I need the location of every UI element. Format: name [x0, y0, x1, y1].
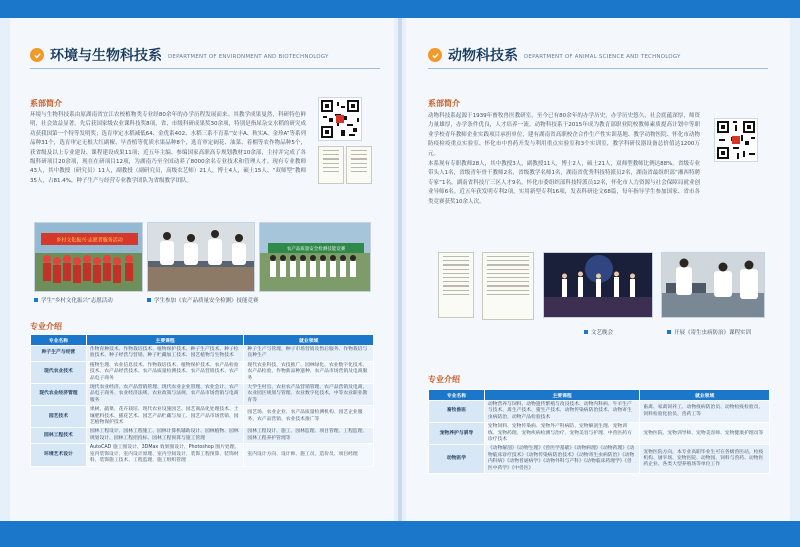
right-dept-title: 动物科技系: [448, 48, 518, 64]
table-row: [31, 428, 374, 444]
cell-jobs: 园艺场、农业企业、农产品质量检测机构、园艺企业服务、农产品营销、农业技术推广等: [244, 406, 374, 428]
right-caption-1: [584, 328, 613, 336]
left-caption-2-text: 学生参加《农产品质量安全检测》技能竞赛: [154, 298, 259, 304]
table-row: [429, 445, 770, 474]
banner-text-1: 乡村文化振兴·志愿者服务活动: [56, 237, 123, 244]
col-header-jobs: 就业领域: [640, 390, 770, 401]
table-row: [31, 361, 374, 383]
right-patent-certificate-2: [482, 252, 534, 320]
right-section-header: [428, 44, 681, 66]
cell-name: 园艺技术: [31, 406, 87, 428]
cell-name: 现代农业技术: [31, 361, 87, 383]
right-photo-gala: [543, 252, 653, 318]
table-row: [429, 423, 770, 445]
right-caption-2-text: 开展《寄生虫病防治》课程实训: [674, 330, 752, 336]
left-majors-table: [30, 334, 374, 467]
cell-jobs: 室内设计方向、设计师、施工员、造价员、项目经理: [244, 444, 374, 466]
left-certificate-2: [346, 146, 372, 184]
right-patent-certificate-1: [438, 252, 474, 318]
cell-courses: AutoCAD 施工图设计、3DMax 效果图设计、Photoshop 图片处理、室内装饰设计、室内设计原理、室内空间设计、装饰工程预算、装饰材料、装饰施工技术、工程监理、施工组织管理: [86, 444, 244, 466]
top-band: [0, 0, 800, 18]
section-badge-icon: [428, 48, 442, 62]
cell-courses: 植物生理、农业信息技术、作物栽培技术、植物保护技术、农产品检验技术、农产品经营技术、农产品质量检测技术、农产品营销技术、农产品电子商务: [86, 361, 244, 383]
left-photo-volunteer: [34, 222, 143, 292]
table-row: [429, 401, 770, 423]
cell-name: 种子生产与经营: [31, 346, 87, 362]
cell-courses: 动物营养与饲料、动物遗传繁殖与改良技术、动物内科病、牛羊生产与技术、禽生产技术、猪生产技术、动物传染病防治技术、动物寄生虫病防治、动物产品检验技术: [484, 401, 640, 423]
left-certificate-1: [318, 146, 344, 184]
right-majors-table: [428, 389, 770, 474]
cell-courses: 园林工程设计、园林工程施工、园林计算机辅助设计、园林植物、园林规划设计、园林工程招投标、园林工程预算与施工管理: [86, 428, 244, 444]
left-photo-lab: [147, 222, 255, 292]
col-header-major: 专业名称: [429, 390, 485, 401]
bottom-band: [0, 521, 800, 547]
left-caption-2: [147, 296, 259, 304]
right-intro-text-1: 动物科技系起源于1939年畜牧兽医教研室，至今已有80余年的办学历史，办学历史悠久，社会底蕴深厚，师资力量雄厚，办学条件优良，人才培养一流。动物科技系于2015年成为教育部职业院校教师素质提高计划中等职业学校青年教师企业实践项目承担单位，建有湖南省高职校企合作生产性实训基地、教学动物医院、怀化市动物防疫检疫重点实验室、怀化市中兽药开发与利用重点实验室和3个实训室，教学科研仪器设备总价值达1200万元。: [428, 113, 700, 157]
cell-jobs: 宠物医院方向，本专业高职毕业生可在各级兽医站，检疫机构、屠宰场、宠物医院、动物园、饲料与兽药、动物医药企业、各类大型养殖场等单位工作: [640, 445, 770, 474]
col-header-courses: 主要课程: [484, 390, 640, 401]
left-title-rule: [30, 68, 380, 69]
left-intro-text: 环境与生物科技系由原湖南省宜江农校植物类专业经80余年的办学历程发展而来。其教学成果曼然，科研特色鲜明，社会效益显著。先后获国家级农业课科技奖8项，省、市级科研成果奖30余项，特别是指尿杂交水稻的研究成功获我国第一个特等发明奖；选育审定水稻减低64、金优系402、水稻三系不育系“安丰A、秋实A、金珍A”等系列品种31个，选育审定无根大红副椒、早香植等优质水果品种8个，选育审定阔花、油菜、着榴等农作物品种5个，获省级及以上专业建设、课程建设成果11项；近五年主编、参编国家高职高专规划教材10余部，主持并完成了各级科研项目20余项，现在在研项目12项，为湖南乃至全国动养了8000余名专业技术和管理人才。现有专业教师43人，其中教授（研究员）11人，副教授（副研究员，高级农艺师）21人，博士4人，硕士15人、“双师型”教师35人，占81.4%，种子生产与经营专业教学团队为省级教学团队。: [30, 112, 306, 184]
cell-jobs: 畜禽、家禽饲养工、动物疫病防治员、动物检疫检验员、饲料检验化验员、兽药工等: [640, 401, 770, 423]
cell-name: 环境艺术设计: [31, 444, 87, 466]
col-header-courses: 主要课程: [86, 335, 244, 346]
cell-jobs: 园林工程设计、施工、园林监理、项目管理、工程监理、园林工程养护管理等: [244, 428, 374, 444]
right-caption-1-text: 文艺晚会: [591, 330, 614, 336]
table-row: [31, 346, 374, 362]
left-section-header: [30, 44, 329, 66]
left-qr-code[interactable]: [318, 97, 362, 141]
right-intro-text-2: 本系现有专职教师28人，其中教授3人，副教授11人，博士2人，硕士21人，双师型教师比例达88%。省级专业带头人1名，省级青年骨干教师2名，省级教学名师1名，湖南省优秀科技特派员2名，湖南省最组织部“湘西特聘专家”1名，湖南省科技厅三区人才9名，怀化市委组织部科技特派员12名，怀化市人力资源与社会保障局就业创业导师6名。近五年获发明专利2项，实用新型专利16项，发表科研论文68篇，每年指导学生参加国家、省市各类竞赛获奖10余人次。: [428, 161, 700, 205]
cell-jobs: 大学生村官、农业农产品营销管理、农产品营销及电商、农业园区规划与管理、农业数字化技术，中等农业职业教育等: [244, 384, 374, 406]
cell-courses: 作物育种技术、作物栽培技术、植物保护技术、种子生产技术、种子检验技术、种子经营与营销、种子贮藏加工技术、园艺植物与生物技术: [86, 346, 244, 362]
cell-name: 园林工程技术: [31, 428, 87, 444]
left-intro-heading: 系部简介: [30, 99, 62, 108]
col-header-major: 专业名称: [31, 335, 87, 346]
right-photo-training: [661, 252, 765, 318]
left-photo-contest: [259, 222, 371, 292]
cell-name: 动物医学: [429, 445, 485, 474]
right-intro-heading: 系部简介: [428, 99, 460, 108]
cell-courses: 果树、蔬菜、花卉栽培、现代农业设施园艺、园艺商品化处理技术、土壤肥料技术、插花艺术、园艺产品贮藏与加工、园艺产品市场营销、园艺植物保护技术: [86, 406, 244, 428]
cell-jobs: 宠物医院、宠物训导师、宠物美容师、宠物健康护理员等: [640, 423, 770, 445]
table-row: [31, 406, 374, 428]
cell-jobs: 种子生产与管理、种子市场营销及售后服务、作物栽培与良种生产: [244, 346, 374, 362]
banner-text-2: 农产品质量安全检测技能竞赛: [286, 247, 346, 252]
cell-courses: 现代农业经济、农产品营销管理、现代农业企业管理、农业会计、农产品电子商务、农业经济法规、农业政策与法规、农产品市场营销与电商服务: [86, 384, 244, 406]
page-fold: [398, 18, 402, 521]
cell-courses: 宠物饲料、宠物传染病、宠物外产科病防、宠物解剖生理、宠物训练、宠物药理、宠物疾病检测与治疗、宠物美容与护理、中兽医药方诊疗技术: [484, 423, 640, 445]
right-dept-title-en: DEPARTMENT OF ANIMAL SCIENCE AND TECHNOLOGY: [524, 54, 681, 60]
right-caption-2: [667, 328, 751, 336]
left-dept-title-en: DEPARTMENT OF ENVIRONMENT AND BIOTECHNOLOGY: [168, 54, 329, 60]
right-title-rule: [428, 68, 768, 69]
cell-name: 宠物养护与驯导: [429, 423, 485, 445]
table-row: [31, 444, 374, 466]
table-row: [31, 384, 374, 406]
right-qr-code[interactable]: [714, 118, 758, 162]
left-majors-heading: 专业介绍: [30, 322, 62, 331]
cell-name: 现代农业经济管理: [31, 384, 87, 406]
left-caption-1-text: 学生“乡村文化振兴”志愿活动: [41, 298, 113, 304]
right-majors-heading: 专业介绍: [428, 375, 460, 384]
cell-courses: 《动物解剖》《动物生理》《兽医学基础》《动物病理》《动物药理》《动物临床诊疗技术》《动物传染病防治技术》《动物寄生虫病防治》《动物内科病》《动物普通病学》《动物外科与产科》《动物临床药理学》《兽医中药学》《中兽医》: [484, 445, 640, 474]
cell-jobs: 现代农业科技、农技推广、园林绿化、农业数字化技术、农产品检验、作物新品种遗种、农产品市场营销及电商服务: [244, 361, 374, 383]
col-header-jobs: 就业领域: [244, 335, 374, 346]
left-caption-1: [34, 296, 113, 304]
cell-name: 畜牧兽医: [429, 401, 485, 423]
section-badge-icon: [30, 48, 44, 62]
left-dept-title: 环境与生物科技系: [50, 48, 162, 64]
